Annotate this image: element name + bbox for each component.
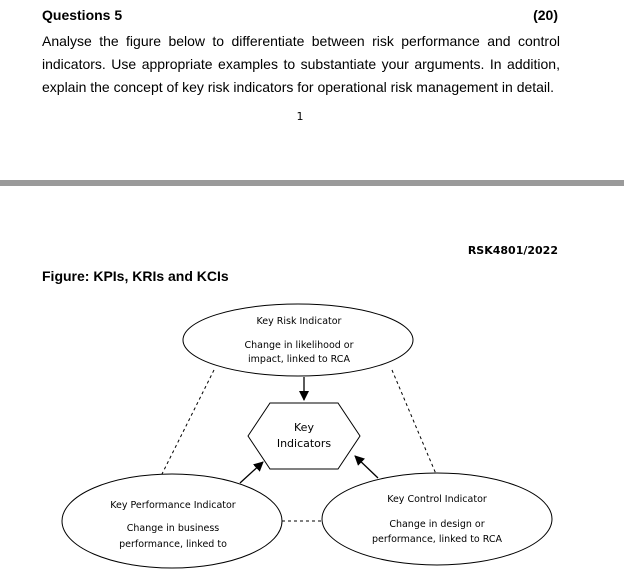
question-title: Questions 5	[42, 7, 123, 23]
kci-node	[322, 473, 552, 565]
kci-title: Key Control Indicator	[387, 494, 487, 505]
kpi-line1: Change in business	[126, 523, 220, 534]
question-body: Analyse the figure below to differentiate between risk performance and control indicators. Use appropriate examples to substantiate your arguments. In addition, explain the concept of key risk indicators for operational risk management in detail.	[42, 33, 560, 95]
question-marks: (20)	[533, 7, 558, 23]
kpi-line2: performance, linked to	[119, 539, 227, 550]
page-number: 1	[296, 110, 304, 123]
kpi-title: Key Performance Indicator	[110, 500, 236, 511]
kri-line1: Change in likelihood or	[244, 340, 354, 351]
key-indicators-line1: Key	[294, 421, 314, 434]
arrow-kci-to-center	[355, 456, 378, 478]
kri-node	[183, 304, 413, 376]
arrow-kpi-to-center	[240, 462, 263, 483]
kri-line2: impact, linked to RCA	[248, 354, 350, 365]
kci-line1: Change in design or	[389, 519, 485, 530]
figure-title: Figure: KPIs, KRIs and KCIs	[42, 268, 229, 284]
key-indicators-line2: Indicators	[276, 437, 332, 450]
dashed-link-kri-kpi	[161, 370, 214, 476]
module-code: RSK4801/2022	[467, 244, 558, 257]
kpi-node	[62, 474, 282, 568]
key-indicators-node	[248, 403, 360, 469]
kri-title: Key Risk Indicator	[256, 316, 342, 327]
kci-line2: performance, linked to RCA	[371, 534, 503, 545]
dashed-link-kri-kci	[392, 370, 436, 474]
